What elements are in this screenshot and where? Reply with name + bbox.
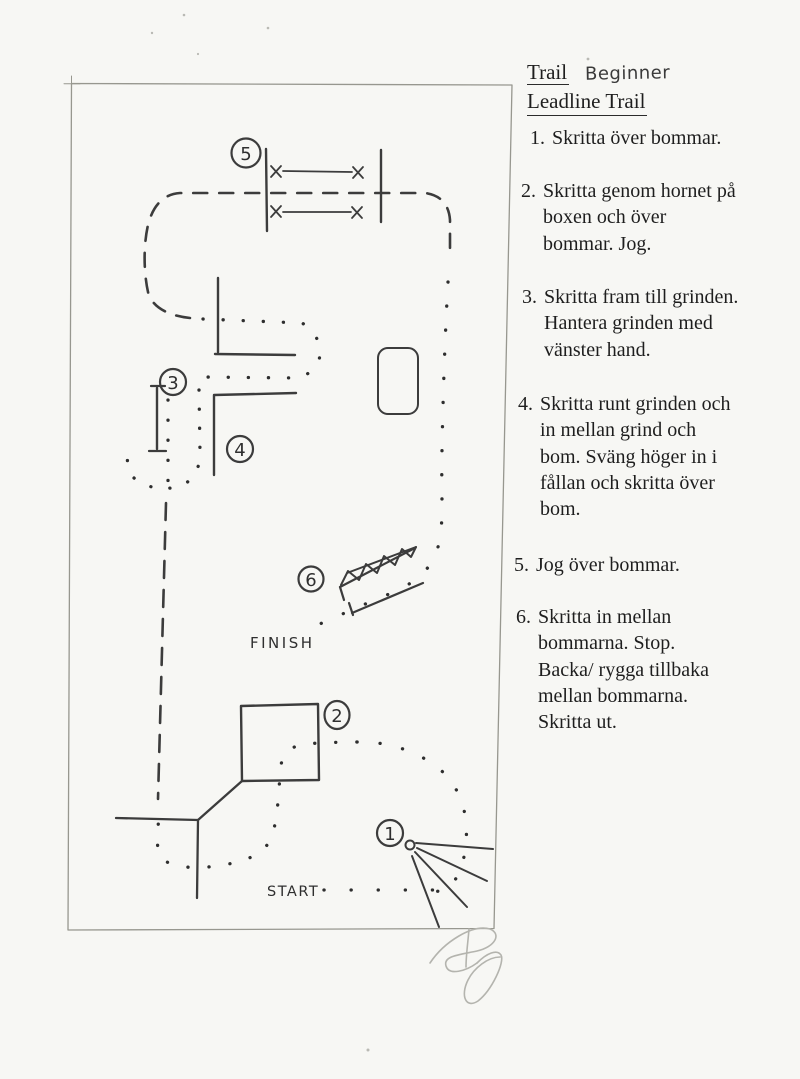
fan-poles bbox=[406, 841, 494, 928]
marker-number: 2 bbox=[331, 706, 343, 727]
marker-6 bbox=[299, 567, 324, 592]
fan-pivot bbox=[406, 841, 415, 850]
item-line: Skritta in mellan bbox=[538, 606, 672, 628]
scan-specks bbox=[151, 14, 590, 1052]
item-number: 6. bbox=[516, 606, 531, 628]
item-line: Backa/ rygga tillbaka bbox=[538, 658, 710, 681]
obstacle-6-chute bbox=[340, 547, 423, 615]
jog-left-line bbox=[158, 503, 166, 799]
item-line: bom. Sväng höger in i bbox=[540, 445, 718, 468]
barrel-shape bbox=[378, 348, 418, 414]
instruction-item bbox=[514, 552, 680, 578]
instruction-item bbox=[518, 391, 731, 522]
fence-corner bbox=[116, 781, 242, 898]
instruction-item bbox=[530, 125, 721, 151]
doc-title: Trail bbox=[527, 60, 568, 84]
item-line: vänster hand. bbox=[544, 338, 651, 361]
item-number: 3. bbox=[522, 286, 537, 308]
walk-through-box bbox=[157, 742, 357, 868]
item-line: in mellan grind och bbox=[540, 419, 697, 442]
item-line: Skritta över bommar. bbox=[552, 127, 722, 149]
diagram-border bbox=[64, 76, 512, 930]
walk-right-descent bbox=[305, 282, 448, 631]
instruction-item bbox=[522, 284, 738, 363]
item-line: Jog över bommar. bbox=[536, 554, 680, 576]
item-line: bommar. Jog. bbox=[543, 232, 652, 255]
gate-structure bbox=[149, 386, 166, 451]
fence-l-upper bbox=[215, 278, 295, 355]
item-number: 1. bbox=[530, 127, 545, 149]
marker-number: 4 bbox=[234, 440, 246, 461]
item-number: 2. bbox=[521, 180, 536, 202]
item-line: Hantera grinden med bbox=[544, 312, 713, 335]
signature-scribble bbox=[430, 928, 502, 1003]
item-line: bom. bbox=[540, 498, 581, 521]
instruction-item bbox=[521, 178, 736, 257]
obstacle-5-poles bbox=[266, 149, 381, 231]
finish-label: FINISH bbox=[250, 634, 315, 652]
marker-3 bbox=[160, 369, 186, 395]
jog-path-dashed bbox=[145, 193, 450, 799]
item-line: Skritta ut. bbox=[538, 711, 617, 734]
walk-gate-loop bbox=[127, 390, 200, 488]
item-line: bommarna. Stop. bbox=[538, 632, 676, 655]
marker-4 bbox=[227, 436, 253, 462]
item-line: mellan bommarna. bbox=[538, 684, 688, 707]
fence-l-lower bbox=[214, 393, 296, 475]
marker-2 bbox=[325, 701, 350, 729]
item-number: 5. bbox=[514, 554, 529, 576]
marker-1 bbox=[377, 820, 403, 846]
item-line: boxen och över bbox=[543, 206, 667, 229]
item-line: Skritta fram till grinden. bbox=[544, 286, 739, 308]
marker-number: 5 bbox=[240, 144, 252, 165]
instruction-item bbox=[516, 604, 709, 735]
item-line: Skritta genom hornet på bbox=[543, 180, 736, 202]
item-line: fållan och skritta över bbox=[540, 471, 715, 494]
marker-number: 3 bbox=[167, 373, 179, 394]
marker-number: 6 bbox=[305, 570, 317, 591]
doc-header bbox=[527, 59, 670, 117]
start-label: START bbox=[267, 884, 320, 900]
marker-5 bbox=[232, 139, 261, 168]
walk-big-arc bbox=[357, 742, 466, 891]
item-number: 4. bbox=[518, 393, 533, 415]
box-square bbox=[241, 704, 319, 781]
title-annotation: Beginner bbox=[584, 62, 671, 85]
item-line: Skritta runt grinden och bbox=[540, 393, 731, 415]
marker-number: 1 bbox=[384, 824, 396, 845]
doc-subtitle: Leadline Trail bbox=[527, 88, 647, 116]
